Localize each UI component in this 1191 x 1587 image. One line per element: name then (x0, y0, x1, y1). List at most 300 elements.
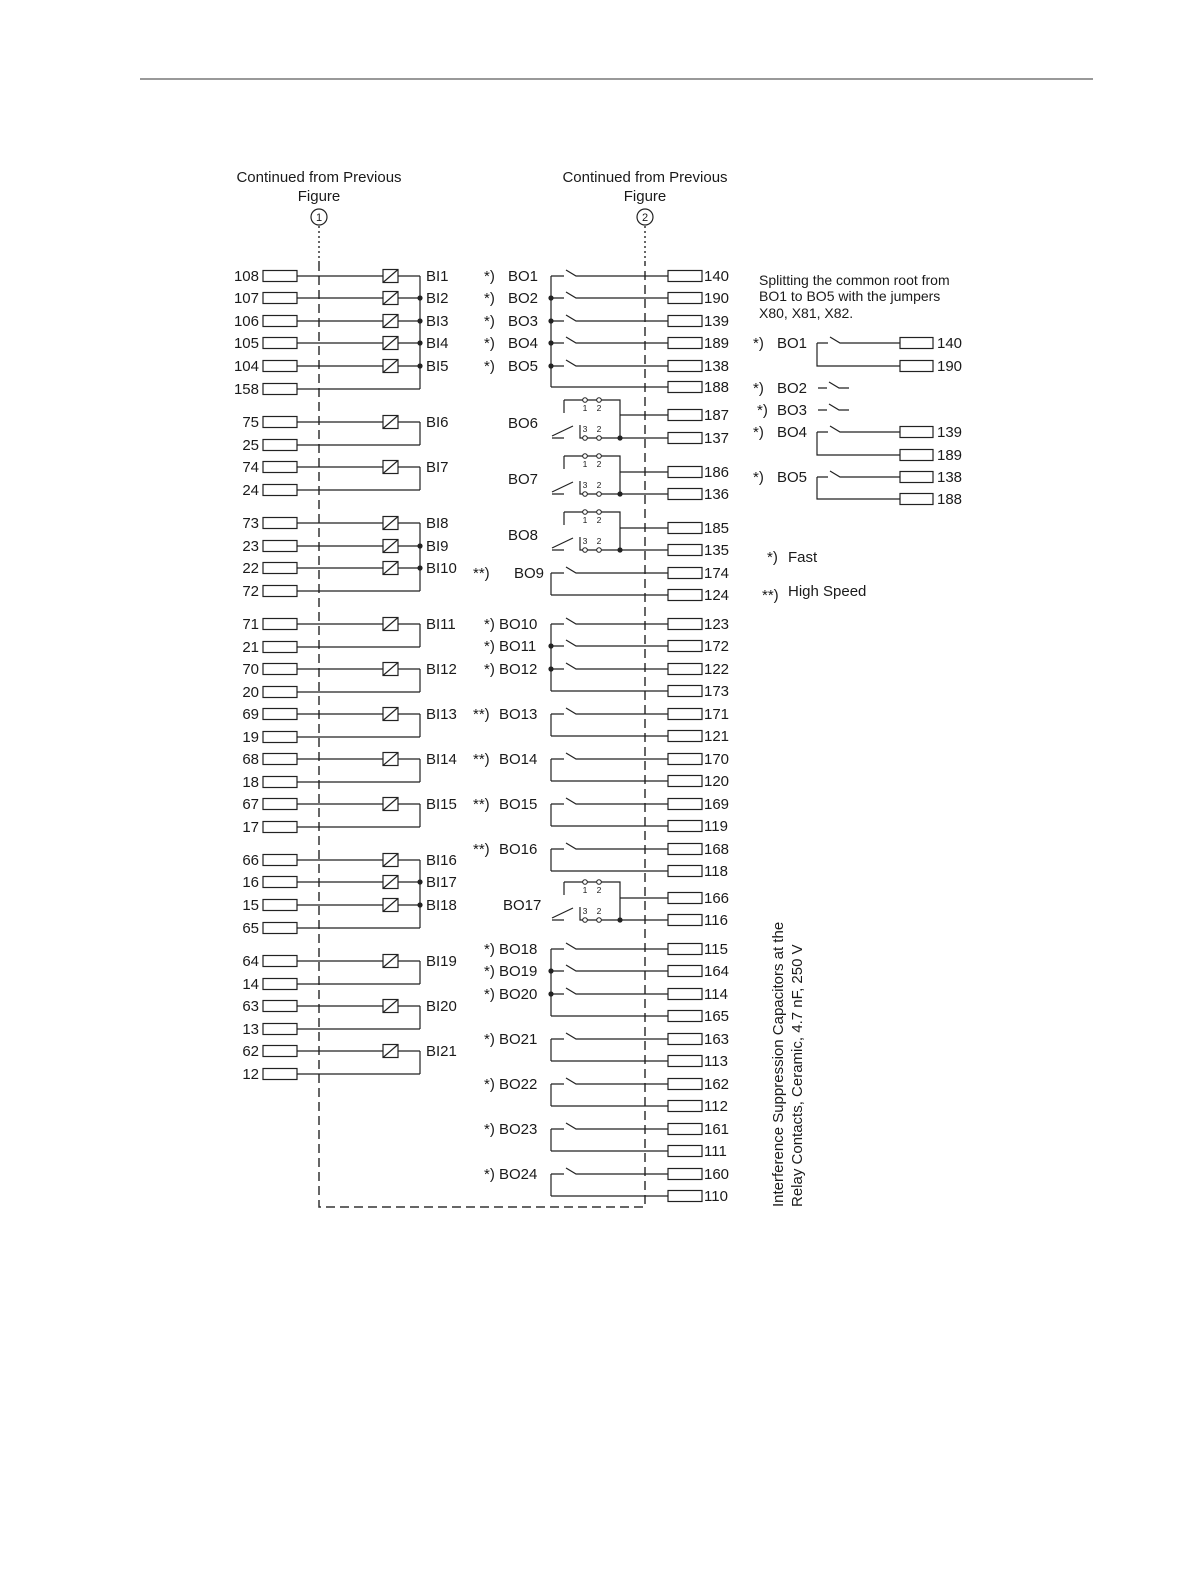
binary-output-label: BO23 (499, 1121, 538, 1138)
bo-common-terminal-121 (551, 728, 729, 745)
terminal-166 (668, 890, 729, 907)
right-marker-number: 2 (641, 212, 649, 224)
terminal-box (668, 966, 702, 977)
terminal-number: 172 (704, 638, 730, 655)
bo-common-terminal-112 (551, 1098, 728, 1115)
terminal-box (900, 427, 933, 438)
terminal-number: 75 (242, 414, 259, 431)
terminal-number: 190 (937, 358, 963, 375)
bo-mark: *) (753, 424, 764, 441)
contact-symbol (551, 988, 668, 994)
binary-input-bi16 (242, 852, 457, 869)
terminal-number: 170 (704, 751, 730, 768)
terminal-number: 107 (233, 290, 259, 307)
jumper-number: 1 (582, 515, 588, 525)
terminal-box (668, 382, 702, 393)
terminal-number: 21 (242, 639, 259, 656)
binary-output-bo20 (484, 986, 728, 1003)
binary-input-label: BI17 (426, 874, 457, 891)
jumper-pin (597, 918, 602, 923)
contact-symbol (551, 567, 668, 573)
binary-output-label: BO9 (514, 565, 545, 582)
terminal-number: 25 (242, 437, 259, 454)
binary-output-bo18 (484, 941, 728, 958)
junction-dot (617, 435, 622, 440)
terminal-number: 66 (242, 852, 259, 869)
terminal-135 (668, 542, 729, 559)
binary-output-label: BO14 (499, 751, 538, 768)
jumper-number: 2 (596, 480, 602, 490)
contact-symbol (551, 965, 668, 971)
jumper-number: 1 (582, 403, 588, 413)
jumper-pin (583, 548, 588, 553)
bo-mark: *) (484, 1031, 495, 1048)
terminal-box (263, 462, 297, 473)
bo-common-terminal-120 (551, 773, 729, 790)
binary-output-bo6 (508, 398, 729, 447)
legend-fast-mark: *) (767, 549, 778, 566)
junction-dot (617, 547, 622, 552)
jumper-pin (583, 436, 588, 441)
split-terminal-140 (900, 335, 962, 352)
binary-output-bo3 (484, 313, 729, 330)
split-terminal-188 (900, 491, 962, 508)
terminal-box (668, 590, 702, 601)
binary-output-label: BO3 (777, 402, 808, 419)
binary-input-bi15 (242, 796, 457, 813)
terminal-number: 190 (704, 290, 730, 307)
junction-dot (417, 295, 422, 300)
terminal-number: 18 (242, 774, 259, 791)
contact-symbol (818, 382, 849, 388)
binary-output-bo5 (484, 358, 729, 375)
jumper-pin (597, 454, 602, 459)
terminal-number: 112 (704, 1098, 728, 1115)
junction-dot (617, 917, 622, 922)
binary-output-label: BO8 (508, 527, 539, 544)
terminal-number: 13 (242, 1021, 259, 1038)
jumper-pin (597, 880, 602, 885)
binary-output-label: BO17 (503, 897, 542, 914)
jumper-number: 2 (596, 515, 602, 525)
binary-input-label: BI10 (426, 560, 457, 577)
binary-output-label: BO5 (777, 469, 808, 486)
terminal-number: 110 (704, 1188, 728, 1205)
binary-output-bo22 (484, 1076, 729, 1093)
jumper-number: 2 (596, 424, 602, 434)
terminal-number: 74 (242, 459, 259, 476)
terminal-number: 106 (233, 313, 259, 330)
bi-common-terminal-12 (242, 1066, 420, 1083)
split-terminal-139 (900, 424, 962, 441)
terminal-number: 115 (704, 941, 728, 958)
binary-input-bi11 (242, 616, 455, 633)
terminal-number: 168 (704, 841, 730, 858)
bi-common-terminal-72 (242, 583, 420, 600)
terminal-box (668, 989, 702, 1000)
terminal-number: 187 (704, 407, 730, 424)
left-continued-label-2: Figure (297, 188, 341, 205)
terminal-box (263, 1024, 297, 1035)
binary-input-bi19 (242, 953, 457, 970)
terminal-number: 71 (242, 616, 259, 633)
terminal-number: 111 (704, 1143, 727, 1160)
contact-symbol (551, 1033, 668, 1039)
jumper-pin (583, 918, 588, 923)
terminal-number: 23 (242, 538, 259, 555)
contact-symbol (551, 270, 668, 276)
jumper-pin (597, 492, 602, 497)
binary-input-label: BI2 (426, 290, 449, 307)
terminal-box (900, 361, 933, 372)
capacitor-note-line-1: Interference Suppression Capacitors at the (770, 921, 787, 1207)
bo-common-terminal-188 (551, 379, 729, 396)
terminal-box (668, 568, 702, 579)
bi-common-terminal-19 (242, 729, 420, 746)
jumper-top-wire (564, 400, 620, 438)
jumper-number: 3 (582, 424, 588, 434)
binary-output-label: BO22 (499, 1076, 538, 1093)
binary-input-bi5 (234, 358, 449, 375)
terminal-box (900, 472, 933, 483)
binary-output-label: BO3 (508, 313, 539, 330)
terminal-number: 161 (704, 1121, 730, 1138)
terminal-number: 140 (704, 268, 730, 285)
contact-symbol (551, 1078, 668, 1084)
terminal-number: 139 (704, 313, 730, 330)
binary-input-bi4 (234, 335, 449, 352)
terminal-number: 12 (242, 1066, 259, 1083)
binary-input-label: BI1 (426, 268, 449, 285)
jumper-number: 1 (582, 885, 588, 895)
terminal-number: 116 (704, 912, 728, 929)
jumper-pin (597, 548, 602, 553)
binary-output-bo7 (508, 454, 729, 503)
bo-common-terminal-119 (551, 818, 728, 835)
terminal-number: 171 (704, 706, 730, 723)
junction-dot (417, 879, 422, 884)
terminal-number: 120 (704, 773, 730, 790)
binary-input-label: BI11 (426, 616, 456, 633)
binary-output-bo19 (484, 963, 729, 980)
contact-symbol (551, 292, 668, 298)
terminal-number: 15 (242, 897, 259, 914)
terminal-number: 140 (937, 335, 963, 352)
terminal-box (668, 893, 702, 904)
terminal-box (668, 545, 702, 556)
junction-dot (417, 318, 422, 323)
terminal-number: 137 (704, 430, 730, 447)
binary-input-label: BI20 (426, 998, 457, 1015)
terminal-number: 65 (242, 920, 259, 937)
contact-symbol (551, 843, 668, 849)
contact-symbol (551, 315, 668, 321)
binary-output-label: BO18 (499, 941, 538, 958)
binary-output-bo10 (484, 616, 729, 633)
legend-fast: Fast (788, 549, 818, 566)
jumper-pin (583, 454, 588, 459)
jumper-pin (597, 436, 602, 441)
binary-input-label: BI13 (426, 706, 457, 723)
terminal-number: 136 (704, 486, 730, 503)
terminal-box (263, 799, 297, 810)
terminal-number: 122 (704, 661, 730, 678)
junction-dot (417, 363, 422, 368)
binary-output-bo17 (503, 880, 729, 929)
binary-output-bo13 (473, 706, 729, 723)
terminal-number: 114 (704, 986, 728, 1003)
binary-input-label: BI7 (426, 459, 449, 476)
terminal-number: 113 (704, 1053, 728, 1070)
terminal-box (668, 271, 702, 282)
terminal-box (668, 866, 702, 877)
bo-mark: *) (484, 941, 495, 958)
terminal-number: 169 (704, 796, 730, 813)
terminal-box (263, 923, 297, 934)
terminal-number: 139 (937, 424, 963, 441)
terminal-number: 67 (242, 796, 259, 813)
terminal-187 (668, 407, 729, 424)
binary-output-bo15 (473, 796, 729, 813)
binary-output-bo8 (508, 510, 729, 559)
terminal-box (263, 664, 297, 675)
binary-input-label: BI19 (426, 953, 457, 970)
binary-input-label: BI4 (426, 335, 449, 352)
terminal-box (668, 619, 702, 630)
bi-common-terminal-24 (242, 482, 420, 499)
contact-symbol (551, 943, 668, 949)
binary-output-bo12 (484, 661, 729, 678)
terminal-number: 188 (937, 491, 963, 508)
bo-mark: *) (484, 1166, 495, 1183)
terminal-box (263, 384, 297, 395)
jumper-pin (583, 880, 588, 885)
changeover-contact (552, 400, 573, 438)
terminal-number: 17 (242, 819, 259, 836)
terminal-number: 138 (704, 358, 730, 375)
terminal-number: 19 (242, 729, 259, 746)
binary-output-bo21 (484, 1031, 729, 1048)
terminal-box (263, 361, 297, 372)
contact-symbol (551, 708, 668, 714)
split-terminal-138 (900, 469, 962, 486)
bi-common-terminal-18 (242, 774, 420, 791)
binary-output-label: BO4 (508, 335, 539, 352)
terminal-box (668, 799, 702, 810)
terminal-number: 174 (704, 565, 730, 582)
binary-output-label: BO19 (499, 963, 538, 980)
terminal-136 (668, 486, 729, 503)
terminal-number: 68 (242, 751, 259, 768)
binary-output-bo9 (473, 565, 729, 582)
terminal-box (668, 293, 702, 304)
terminal-box (263, 855, 297, 866)
terminal-box (263, 271, 297, 282)
terminal-number: 165 (704, 1008, 730, 1025)
terminal-number: 63 (242, 998, 259, 1015)
binary-output-label: BO5 (508, 358, 539, 375)
capacitor-note-line-2: Relay Contacts, Ceramic, 4.7 nF, 250 V (789, 944, 806, 1207)
split-note-line-3: X80, X81, X82. (759, 305, 854, 321)
contact-symbol (551, 753, 668, 759)
terminal-number: 24 (242, 482, 259, 499)
jumper-number: 2 (596, 536, 602, 546)
binary-output-label: BO4 (777, 424, 808, 441)
bo-mark: *) (484, 290, 495, 307)
jumper-pin (583, 398, 588, 403)
terminal-number: 186 (704, 464, 730, 481)
bo-mark: *) (484, 963, 495, 980)
terminal-box (263, 417, 297, 428)
contact-symbol (551, 337, 668, 343)
terminal-116 (668, 912, 728, 929)
bi-common-terminal-65 (242, 920, 420, 937)
terminal-box (263, 709, 297, 720)
bi-common-terminal-17 (242, 819, 420, 836)
binary-output-label: BO2 (777, 380, 808, 397)
binary-output-label: BO1 (508, 268, 539, 285)
terminal-137 (668, 430, 729, 447)
terminal-number: 62 (242, 1043, 259, 1060)
terminal-number: 69 (242, 706, 259, 723)
terminal-box (668, 641, 702, 652)
bi-common-terminal-25 (242, 437, 420, 454)
terminal-box (668, 1169, 702, 1180)
terminal-box (668, 316, 702, 327)
terminal-box (263, 687, 297, 698)
terminal-number: 123 (704, 616, 730, 633)
terminal-box (263, 777, 297, 788)
binary-input-label: BI5 (426, 358, 449, 375)
terminal-box (263, 822, 297, 833)
left-marker-number: 1 (315, 212, 323, 224)
binary-output-label: BO1 (777, 335, 808, 352)
binary-input-bi20 (242, 998, 457, 1015)
terminal-box (263, 642, 297, 653)
terminal-box (668, 686, 702, 697)
terminal-box (668, 844, 702, 855)
bo-mark: *) (484, 986, 495, 1003)
split-note-line-2: BO1 to BO5 with the jumpers (759, 288, 941, 304)
binary-input-bi8 (242, 515, 448, 532)
bo-mark: *) (484, 313, 495, 330)
contact-symbol (551, 1168, 668, 1174)
terminal-box (263, 485, 297, 496)
binary-output-label: BO12 (499, 661, 538, 678)
terminal-box (668, 433, 702, 444)
jumper-top-wire (564, 456, 620, 494)
bo-mark: *) (484, 335, 495, 352)
terminal-box (668, 1034, 702, 1045)
bi-common-terminal-158 (234, 381, 420, 398)
terminal-box (668, 709, 702, 720)
terminal-number: 188 (704, 379, 730, 396)
changeover-contact (552, 882, 573, 920)
binary-output-bo14 (473, 751, 729, 768)
changeover-contact (552, 512, 573, 550)
terminal-box (668, 523, 702, 534)
terminal-box (263, 338, 297, 349)
terminal-number: 14 (242, 976, 259, 993)
terminal-number: 16 (242, 874, 259, 891)
terminal-number: 105 (233, 335, 259, 352)
changeover-contact (552, 456, 573, 494)
split-item-bo2 (753, 380, 849, 397)
terminal-box (900, 450, 933, 461)
binary-output-label: BO15 (499, 796, 538, 813)
bo-mark: *) (484, 638, 495, 655)
terminal-box (668, 410, 702, 421)
common-wire (817, 432, 900, 455)
junction-dot (617, 491, 622, 496)
right-continued-label-2: Figure (623, 188, 667, 205)
terminal-number: 162 (704, 1076, 730, 1093)
right-continued-label: Continued from Previous (562, 169, 728, 186)
bo-mark: *) (753, 469, 764, 486)
terminal-number: 166 (704, 890, 730, 907)
binary-input-label: BI8 (426, 515, 449, 532)
bi-common-terminal-20 (242, 684, 420, 701)
left-continued-label: Continued from Previous (236, 169, 402, 186)
binary-output-label: BO2 (508, 290, 539, 307)
jumper-pin (583, 510, 588, 515)
jumper-pin (583, 492, 588, 497)
legend-high-speed-mark: **) (762, 587, 779, 604)
bi-common-terminal-21 (242, 639, 420, 656)
terminal-box (668, 776, 702, 787)
bo-mark: *) (753, 335, 764, 352)
terminal-number: 121 (704, 728, 730, 745)
binary-input-label: BI6 (426, 414, 449, 431)
terminal-box (668, 1124, 702, 1135)
terminal-box (668, 754, 702, 765)
jumper-top-wire (564, 512, 620, 550)
binary-input-bi6 (242, 414, 448, 431)
capacitor-note (770, 922, 806, 1207)
terminal-box (668, 361, 702, 372)
terminal-box (263, 900, 297, 911)
bo-mark: **) (473, 841, 490, 858)
terminal-box (668, 915, 702, 926)
binary-output-bo4 (484, 335, 729, 352)
terminal-185 (668, 520, 729, 537)
binary-outputs-section (473, 268, 729, 1205)
binary-input-label: BI21 (426, 1043, 457, 1060)
common-wire (817, 477, 900, 499)
terminal-box (263, 440, 297, 451)
bo-mark: *) (484, 616, 495, 633)
bo-mark: *) (757, 402, 768, 419)
terminal-box (668, 944, 702, 955)
binary-input-label: BI16 (426, 852, 457, 869)
binary-input-label: BI12 (426, 661, 457, 678)
jumper-pin (597, 398, 602, 403)
terminal-box (263, 1046, 297, 1057)
binary-output-bo23 (484, 1121, 729, 1138)
left-continuation-header (236, 169, 401, 225)
binary-output-bo24 (484, 1166, 729, 1183)
contact-symbol (817, 426, 900, 432)
terminal-number: 160 (704, 1166, 730, 1183)
bo-common-terminal-124 (551, 587, 729, 604)
terminal-number: 189 (937, 447, 963, 464)
binary-output-bo1 (484, 268, 729, 285)
terminal-box (263, 316, 297, 327)
binary-output-label: BO11 (499, 638, 537, 655)
terminal-number: 163 (704, 1031, 730, 1048)
contact-symbol (551, 663, 668, 669)
common-wire (817, 343, 900, 366)
